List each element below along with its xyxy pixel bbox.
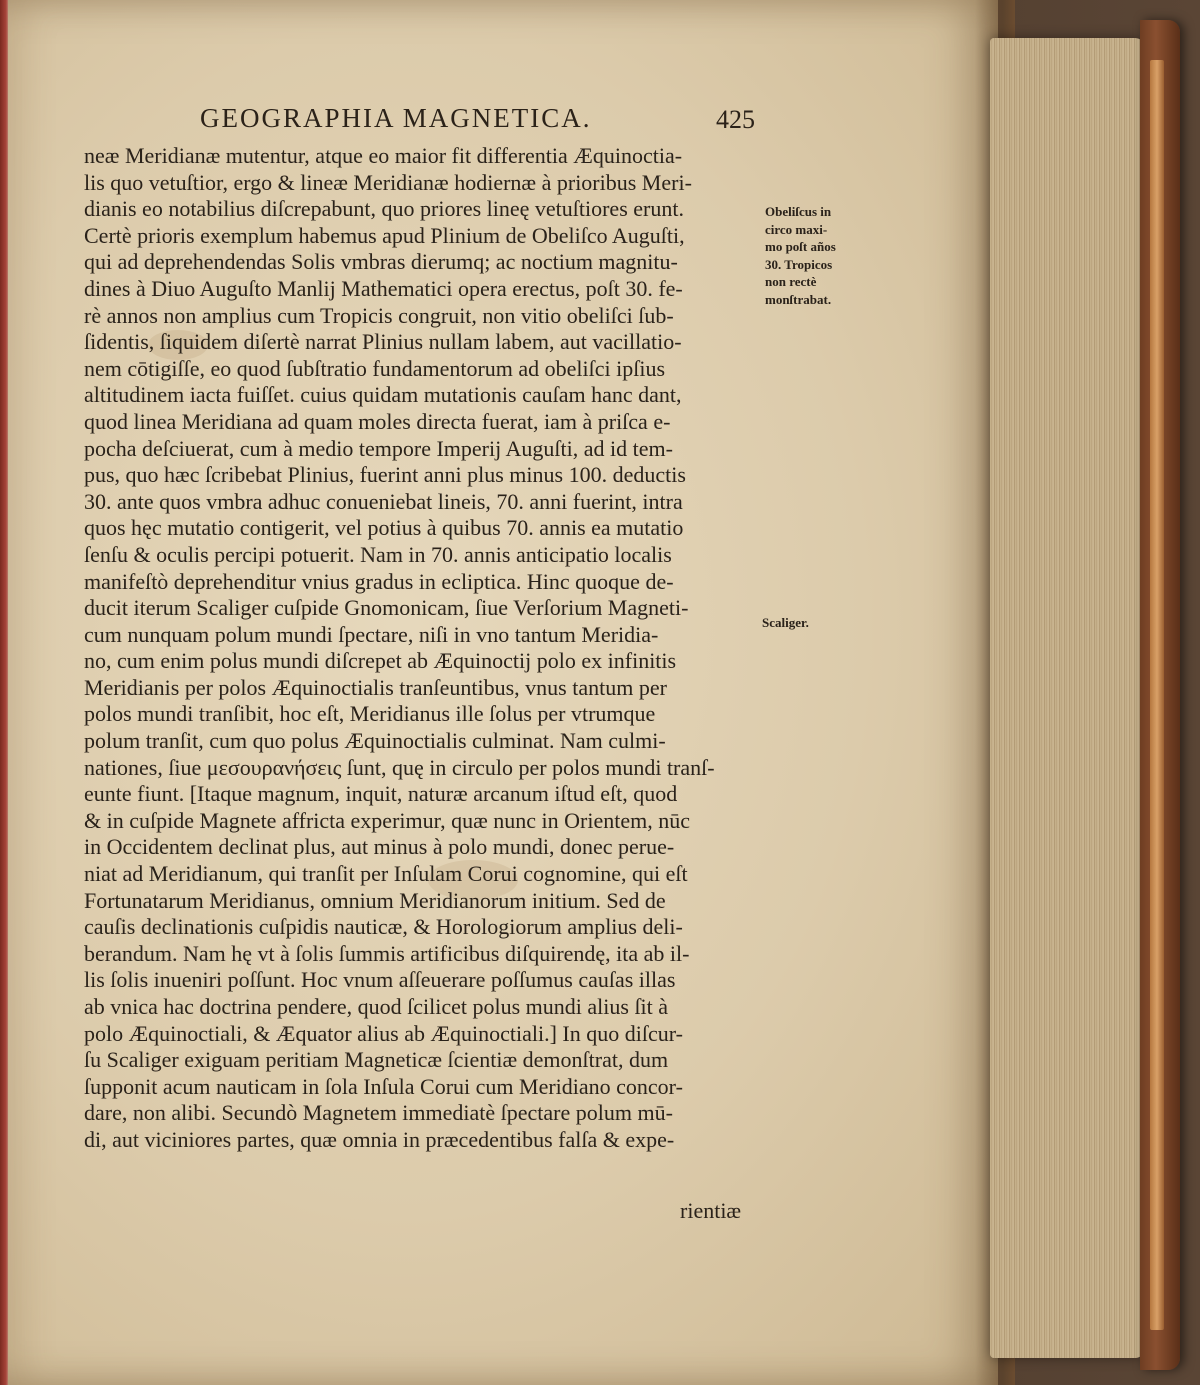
text-line: dare, non alibi. Secundò Magnetem immediatè ſpectare polum mū-	[84, 1100, 673, 1126]
text-line: manifeſtò deprehenditur vnius gradus in ecliptica. Hinc quoque de-	[84, 568, 674, 594]
cover-edge	[1150, 60, 1164, 1330]
text-line: berandum. Nam hę vt à ſolis ſummis artificibus diſquirendę, ita ab il-	[84, 940, 690, 966]
text-line: ducit iterum Scaliger cuſpide Gnomonicam, ſiue Verſorium Magneti-	[84, 595, 689, 621]
text-line: Certè prioris exemplum habemus apud Plinium de Obeliſco Auguſti,	[84, 222, 685, 248]
text-line: no, cum enim polus mundi diſcrepet ab Æquinoctij polo ex infinitis	[84, 648, 677, 674]
text-line: polo Æquinoctiali, & Æquator alius ab Æquinoctiali.] In quo diſcur-	[84, 1020, 683, 1046]
text-line: di, aut viciniores partes, quæ omnia in præcedentibus falſa & expe-	[84, 1126, 675, 1152]
marginal-note-line: 30. Tropicos	[765, 256, 833, 272]
text-line: lis ſolis inueniri poſſunt. Hoc vnum aſſeuerare poſſumus cauſas illas	[84, 967, 676, 993]
text-line: cauſis declinationis cuſpidis nauticæ, & Horologiorum amplius deli-	[84, 914, 683, 940]
text-line: ſidentis, ſiquidem diſertè narrat Plinius nullam labem, aut vacillatio-	[84, 329, 682, 355]
text-line: rè annos non amplius cum Tropicis congruit, non vitio obeliſci ſub-	[84, 302, 674, 328]
text-line: ab vnica hac doctrina pendere, quod ſcilicet polus mundi alius ſit à	[84, 994, 669, 1019]
text-line: ſupponit acum nauticam in ſola Inſula Corui cum Meridiano concor-	[84, 1073, 683, 1099]
text-line: quod linea Meridiana ad quam moles directa fuerat, iam à priſca e-	[84, 408, 671, 434]
page-edges	[990, 38, 1145, 1358]
marginal-note-line: Obeliſcus in	[765, 204, 832, 219]
marginal-note-line: mo poſt años	[765, 239, 836, 254]
text-line: eunte fiunt. [Itaque magnum, inquit, naturæ arcanum iſtud eſt, quod	[84, 781, 678, 807]
text-line: Meridianis per polos Æquinoctialis tranſeuntibus, vnus tantum per	[84, 674, 667, 700]
text-line: dines à Diuo Auguſto Manlij Mathematici opera erectus, poſt 30. fe-	[84, 275, 683, 301]
marginal-note-line: Scaliger.	[762, 615, 809, 630]
text-line: nem cōtigiſſe, eo quod ſubſtratio fundamentorum ad obeliſci ipſius	[84, 355, 666, 381]
text-line: niat ad Meridianum, qui tranſit per Inſulam Corui cognomine, qui eſt	[84, 861, 688, 887]
text-line: ſu Scaliger exiguam peritiam Magneticæ ſcientiæ demonſtrat, dum	[84, 1047, 669, 1073]
marginal-note-scaliger	[762, 614, 809, 632]
text-line: 30. ante quos vmbra adhuc conueniebat lineis, 70. anni fuerint, intra	[84, 488, 683, 514]
text-line: dianis eo notabilius diſcrepabunt, quo priores lineę vetuſtiores erunt.	[84, 196, 684, 222]
text-line: pus, quo hæc ſcribebat Plinius, fuerint anni plus minus 100. deductis	[84, 462, 686, 488]
text-line: pocha deſciuerat, cum à medio tempore Imperij Auguſti, ad id tem-	[84, 435, 673, 461]
body-text	[84, 143, 774, 1154]
marginal-note-line: non rectè	[765, 274, 817, 289]
marginal-note-obeliscus	[765, 203, 836, 308]
text-line: altitudinem iacta fuiſſet. cuius quidam mutationis cauſam hanc dant,	[84, 382, 682, 408]
text-line: & in cuſpide Magnete affricta experimur, quæ nunc in Orientem, nūc	[84, 807, 690, 833]
text-line: ſenſu & oculis percipi potuerit. Nam in 70. annis anticipatio localis	[84, 541, 672, 567]
text-line: neæ Meridianæ mutentur, atque eo maior fit differentia Æquinoctia-	[84, 143, 683, 168]
text-line: cum nunquam polum mundi ſpectare, niſi in vno tantum Meridia-	[84, 621, 659, 647]
marginal-note-line: monſtrabat.	[765, 291, 832, 307]
marginal-note-line: circo maxi-	[765, 221, 828, 237]
text-line: quos hęc mutatio contigerit, vel potius à quibus 70. annis ea mutatio	[84, 515, 684, 541]
catchword: rientiæ	[680, 1198, 742, 1223]
text-line: Fortunatarum Meridianus, omnium Meridianorum initium. Sed de	[84, 887, 666, 913]
text-line: polum tranſit, cum quo polus Æquinoctialis culminat. Nam culmi-	[84, 728, 666, 754]
text-line: nationes, ſiue μεσουρανήσεις ſunt, quę in circulo per polos mundi tranſ-	[84, 754, 715, 780]
page-number: 425	[716, 105, 755, 134]
text-line: in Occidentem declinat plus, aut minus à polo mundi, donec perue-	[84, 834, 675, 860]
text-line: lis quo vetuſtior, ergo & lineæ Meridianæ hodiernæ à prioribus Meri-	[84, 169, 692, 195]
text-line: qui ad deprehendendas Solis vmbras dierumq; ac noctium magnitu-	[84, 249, 678, 275]
running-head: GEOGRAPHIA MAGNETICA.	[200, 103, 592, 133]
text-line: polos mundi tranſibit, hoc eſt, Meridianus ille ſolus per vtrumque	[84, 701, 656, 727]
